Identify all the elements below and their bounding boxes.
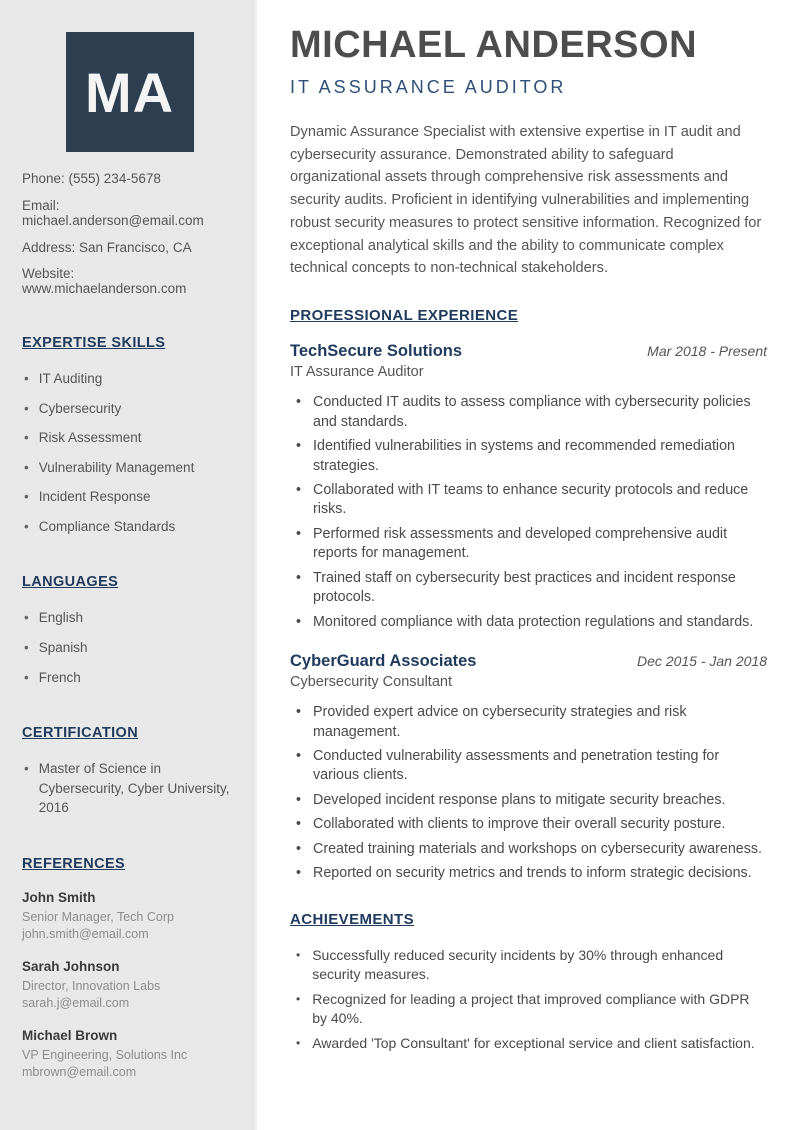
reference-name: Michael Brown [22, 1027, 118, 1043]
bullet-item: • Developed incident response plans to mitigate security breaches. [294, 791, 767, 810]
reference-entry [22, 1028, 237, 1082]
certification-list [22, 759, 237, 818]
contact-website: Website: www.michaelanderson.com [22, 266, 187, 297]
languages-heading: LANGUAGES [22, 574, 119, 591]
avatar-initials: MA [84, 60, 175, 124]
achievements-section [290, 911, 767, 1053]
job-bullets [290, 703, 767, 884]
job-header [290, 342, 767, 361]
bullet-item: • Trained staff on cybersecurity best practices and incident response protocols. [294, 569, 767, 608]
list-item: • Vulnerability Management [22, 458, 237, 478]
reference-entry [22, 890, 237, 944]
job-role: Cybersecurity Consultant [290, 674, 452, 691]
job-dates: Mar 2018 - Present [647, 343, 767, 360]
summary-paragraph: Dynamic Assurance Specialist with extensive expertise in IT audit and cybersecurity assurance. Demonstrated ability to safeguard organizational assets through comprehensive risk assessments and security audits. Proficient in identifying vulnerabilities and implementing robust security measures to protect sensitive information. Recognized for exceptional analytical skills and the ability to communicate complex technical concepts to non-technical stakeholders. [290, 123, 762, 277]
list-item: • Incident Response [22, 487, 237, 507]
resume-main [257, 0, 800, 1130]
avatar [66, 32, 194, 152]
bullet-item: • Created training materials and workshops on cybersecurity awareness. [294, 840, 767, 859]
list-item: • French [22, 668, 237, 688]
list-item: • IT Auditing [22, 369, 237, 389]
experience-entry [290, 342, 767, 632]
reference-email: sarah.j@email.com [22, 996, 130, 1011]
languages-list [22, 608, 237, 687]
bullet-item: • Recognized for leading a project that improved compliance with GDPR by 40%. [294, 990, 767, 1028]
experience-entry [290, 652, 767, 884]
list-item: • Spanish [22, 638, 237, 658]
job-header [290, 652, 767, 671]
achievements-heading: ACHIEVEMENTS [290, 910, 414, 928]
bullet-item: • Identified vulnerabilities in systems and recommended remediation strategies. [294, 437, 767, 476]
list-item: • Risk Assessment [22, 428, 237, 448]
person-name: MICHAEL ANDERSON [290, 24, 698, 66]
job-dates: Dec 2015 - Jan 2018 [637, 653, 767, 670]
reference-role: Senior Manager, Tech Corp [22, 909, 174, 924]
job-bullets [290, 393, 767, 632]
company-name: TechSecure Solutions [290, 342, 463, 361]
skills-list [22, 369, 237, 536]
list-item: • English [22, 608, 237, 628]
achievements-bullets [290, 946, 767, 1053]
reference-email: john.smith@email.com [22, 927, 149, 942]
reference-role: Director, Innovation Labs [22, 978, 161, 993]
bullet-item: • Monitored compliance with data protection regulations and standards. [294, 613, 767, 632]
reference-name: John Smith [22, 889, 96, 905]
bullet-item: • Performed risk assessments and developed comprehensive audit reports for management. [294, 525, 767, 564]
list-item: • Compliance Standards [22, 517, 237, 537]
certification-heading: CERTIFICATION [22, 725, 139, 742]
sidebar [0, 0, 257, 1130]
bullet-item: • Collaborated with clients to improve their overall security posture. [294, 815, 767, 834]
bullet-item: • Conducted IT audits to assess compliance with cybersecurity policies and standards. [294, 393, 767, 432]
bullet-item: • Awarded 'Top Consultant' for exceptional service and client satisfaction. [294, 1034, 767, 1053]
reference-entry [22, 959, 237, 1013]
bullet-item: • Successfully reduced security incidents by 30% through enhanced security measures. [294, 946, 767, 984]
contact-info [22, 172, 237, 297]
list-item: • Cybersecurity [22, 399, 237, 419]
reference-email: mbrown@email.com [22, 1065, 137, 1080]
references-heading: REFERENCES [22, 855, 126, 872]
list-item: • Master of Science in Cybersecurity, Cyber University, 2016 [22, 759, 237, 818]
job-role: IT Assurance Auditor [290, 364, 424, 381]
reference-name: Sarah Johnson [22, 958, 120, 974]
job-headline: IT ASSURANCE AUDITOR [290, 76, 567, 97]
bullet-item: • Collaborated with IT teams to enhance security protocols and reduce risks. [294, 481, 767, 520]
bullet-item: • Conducted vulnerability assessments and penetration testing for various clients. [294, 747, 767, 786]
reference-role: VP Engineering, Solutions Inc [22, 1047, 188, 1062]
contact-email: Email: michael.anderson@email.com [22, 197, 204, 228]
contact-address: Address: San Francisco, CA [22, 239, 192, 255]
contact-phone: Phone: (555) 234-5678 [22, 171, 161, 186]
bullet-item: • Provided expert advice on cybersecurity strategies and risk management. [294, 703, 767, 742]
experience-heading: PROFESSIONAL EXPERIENCE [290, 307, 519, 325]
skills-heading: EXPERTISE SKILLS [22, 335, 166, 352]
company-name: CyberGuard Associates [290, 652, 477, 671]
bullet-item: • Reported on security metrics and trends to inform strategic decisions. [294, 864, 767, 883]
